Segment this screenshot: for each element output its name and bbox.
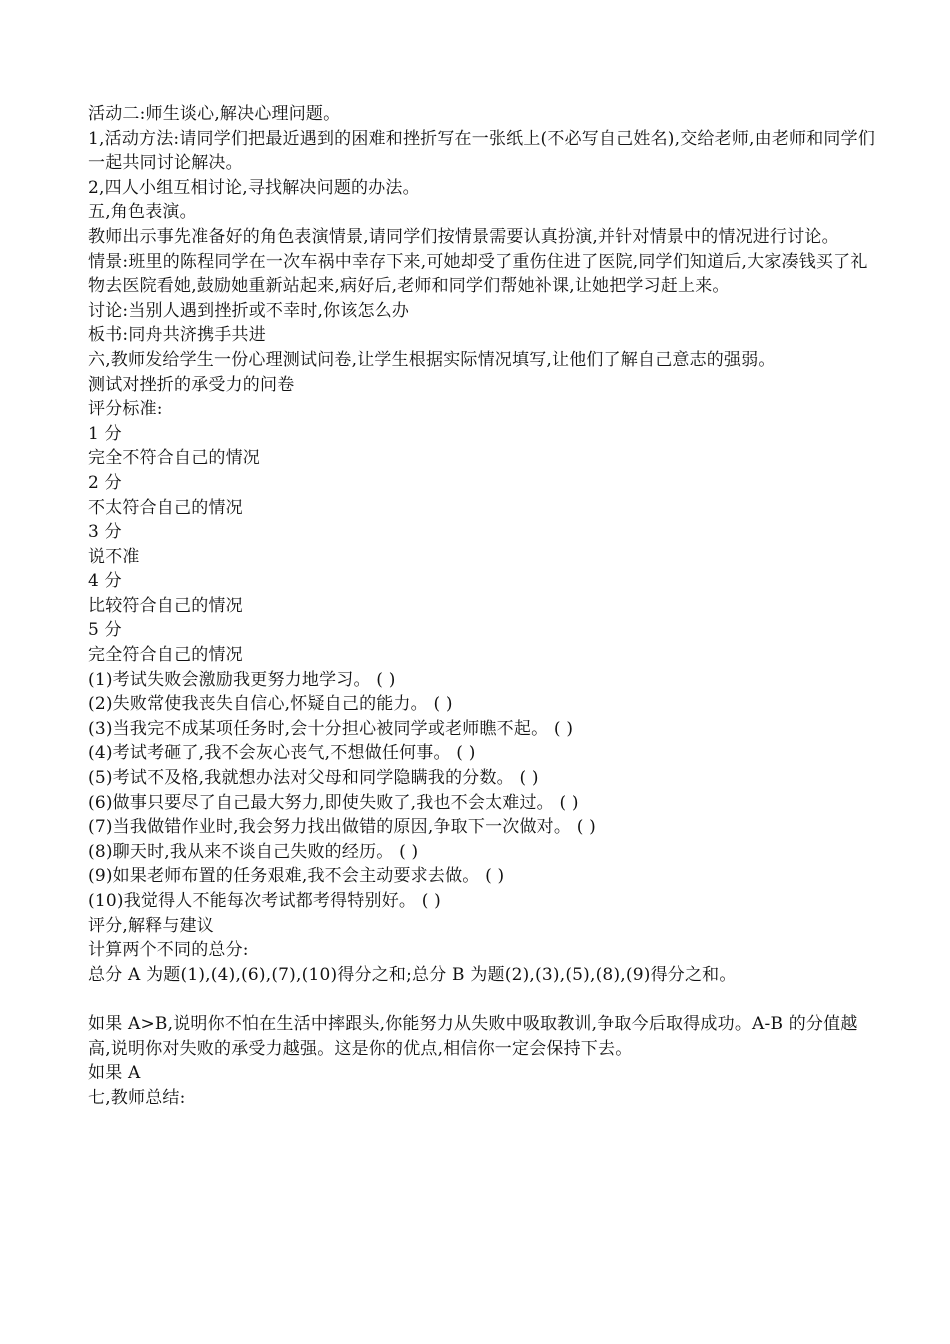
text-line: 完全符合自己的情况 xyxy=(88,645,243,666)
text-line: 讨论:当别人遇到挫折或不幸时,你该怎么办 xyxy=(88,300,410,321)
text-line: (8)聊天时,我从来不谈自己失败的经历。 ( ) xyxy=(88,841,419,862)
text-line: (4)考试考砸了,我不会灰心丧气,不想做任何事。 ( ) xyxy=(88,743,476,764)
text-line: (6)做事只要尽了自己最大努力,即使失败了,我也不会太难过。 ( ) xyxy=(88,792,579,813)
text-line: 总分 A 为题(1),(4),(6),(7),(10)得分之和;总分 B 为题(2),(3),(5),(8),(9)得分之和。 xyxy=(88,964,737,985)
text-line: 评分,解释与建议 xyxy=(88,915,215,936)
text-line: 1,活动方法:请同学们把最近遇到的困难和挫折写在一张纸上(不必写自己姓名),交给老师,由老师和同学们一起共同讨论解决。 xyxy=(88,128,876,174)
text-line: 说不准 xyxy=(88,546,140,567)
text-line: 比较符合自己的情况 xyxy=(88,595,243,616)
text-line: 评分标准: xyxy=(88,399,163,420)
text-line: 教师出示事先准备好的角色表演情景,请同学们按情景需要认真扮演,并针对情景中的情况进行讨论。 xyxy=(88,226,839,247)
text-line: (1)考试失败会激励我更努力地学习。 ( ) xyxy=(88,669,396,690)
text-line: (9)如果老师布置的任务艰难,我不会主动要求去做。 ( ) xyxy=(88,866,505,887)
text-line: (10)我觉得人不能每次考试都考得特别好。 ( ) xyxy=(88,891,441,911)
text-line: 如果 A>B,说明你不怕在生活中摔跟头,你能努力从失败中吸取教训,争取今后取得成功。A-B 的分值越高,说明你对失败的承受力越强。这是你的优点,相信你一定会保持下去。 xyxy=(88,1013,858,1059)
text-line: 1 分 xyxy=(88,423,122,444)
text-line: 板书:同舟共济携手共进 xyxy=(88,325,266,346)
text-line: 如果 A xyxy=(88,1063,141,1084)
text-line: 4 分 xyxy=(88,571,122,592)
text-line: 活动二:师生谈心,解决心理问题。 xyxy=(88,104,341,124)
text-line: (5)考试不及格,我就想办法对父母和同学隐瞒我的分数。 ( ) xyxy=(88,768,539,789)
text-line xyxy=(88,987,878,1012)
text-line: 测试对挫折的承受力的问卷 xyxy=(88,374,295,395)
text-line: 五,角色表演。 xyxy=(88,202,197,223)
text-line: 3 分 xyxy=(88,522,122,543)
text-line: 七,教师总结: xyxy=(88,1087,186,1108)
text-line: (7)当我做错作业时,我会努力找出做错的原因,争取下一次做对。 ( ) xyxy=(88,817,596,838)
text-line: (3)当我完不成某项任务时,会十分担心被同学或老师瞧不起。 ( ) xyxy=(88,718,574,739)
text-line: 完全不符合自己的情况 xyxy=(88,448,260,469)
text-line: 2 分 xyxy=(88,472,122,493)
text-line: 六,教师发给学生一份心理测试问卷,让学生根据实际情况填写,让他们了解自己意志的强弱。 xyxy=(88,349,776,370)
text-line: 情景:班里的陈程同学在一次车祸中幸存下来,可她却受了重伤住进了医院,同学们知道后,大家凑钱买了礼物去医院看她,鼓励她重新站起来,病好后,老师和同学们帮她补课,让她把学习赶上来。 xyxy=(88,251,868,297)
text-line: 5 分 xyxy=(88,620,122,641)
text-line: 计算两个不同的总分: xyxy=(88,940,249,961)
text-line: 不太符合自己的情况 xyxy=(88,497,243,518)
document-body xyxy=(88,102,878,1110)
text-line: 2,四人小组互相讨论,寻找解决问题的办法。 xyxy=(88,177,420,198)
text-line: (2)失败常使我丧失自信心,怀疑自己的能力。 ( ) xyxy=(88,694,453,715)
